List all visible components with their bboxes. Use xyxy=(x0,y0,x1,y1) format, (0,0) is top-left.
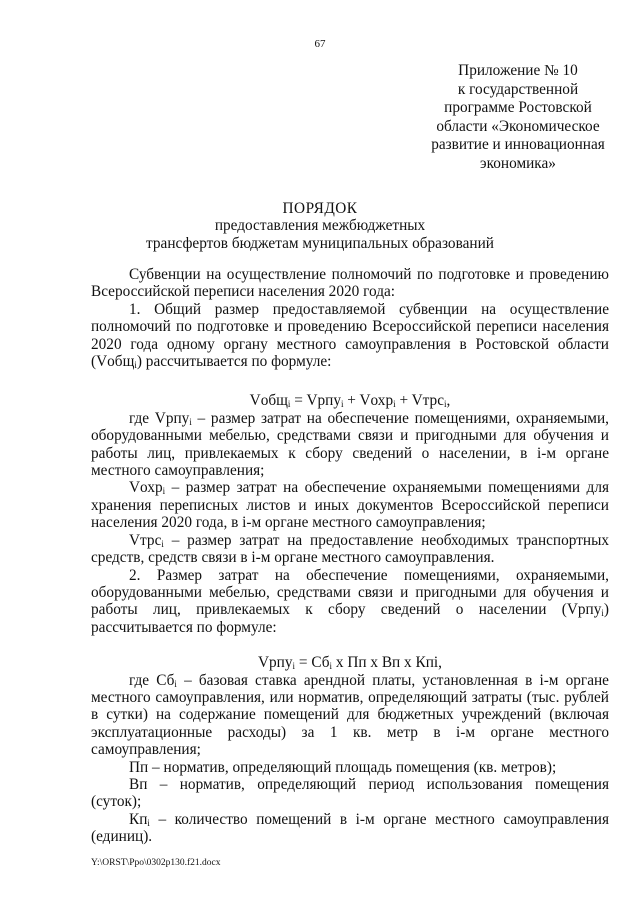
item-2-text: 2. Размер затрат на обеспечение помещениями, охраняемыми, оборудованными мебелью, средствами связи и пригодными для обучения и работы лиц, привлекаемых к сбору сведений о населении (Vрпу xyxy=(91,566,609,619)
definition-vp: Вп – норматив, определяющий период использования помещения (суток); xyxy=(91,775,609,811)
definition-term: где Vрпу xyxy=(129,409,190,427)
formula-term: х Пп х Вп х Кпi, xyxy=(332,654,442,672)
appendix-line: экономика» xyxy=(480,154,556,172)
definition-text: – базовая ставка арендной платы, установленная в i-м органе местного самоуправления, или норматив, определяющий затраты (тыс. рублей в сутки) на содержание помещений для бюджетных учреждений (включая эксплуатационные расходы) за 1 кв. метр в i-м органе местного самоуправления; xyxy=(91,671,609,759)
appendix-line: области «Экономическое xyxy=(436,117,600,135)
appendix-line: программе Ростовской xyxy=(444,99,592,116)
definition-term: где Сб xyxy=(129,671,175,689)
definition-vohr xyxy=(91,479,609,531)
formula-operator: + xyxy=(343,392,360,410)
appendix-line: развитие и инновационная xyxy=(431,136,605,153)
definition-term: Vтрс xyxy=(129,531,162,549)
file-path-footer: Y:\ORST\Ppo\0302p130.f21.docx xyxy=(91,858,221,868)
formula-operator: + xyxy=(395,392,412,410)
item-1-text: 1. Общий размер предоставляемой субвенции на осуществление полномочий по подготовке и проведению Всероссийской переписи населения 2020 года одному органу местного самоуправления в Ростовской области (Vобщ xyxy=(91,300,609,371)
document-body xyxy=(91,266,609,846)
subscript: i xyxy=(161,538,164,549)
subscript: i xyxy=(287,399,291,410)
formula-term: Vохр xyxy=(359,392,394,410)
subscript: i xyxy=(162,486,166,497)
subscript: i xyxy=(329,661,333,672)
formula-operator: , xyxy=(446,392,451,410)
formula-term: Vобщ xyxy=(249,392,288,410)
subscript: i xyxy=(189,416,192,427)
definition-text: – размер затрат на обеспечение охраняемыми помещениями для хранения переписных листов и иных документов Всероссийской переписи населения 2020 года, в i-м органе местного самоуправления; xyxy=(91,479,609,532)
item-2-paragraph xyxy=(91,567,609,637)
subscript: i xyxy=(292,661,296,672)
document-title: ПОРЯДОК xyxy=(282,200,358,217)
item-1-tail: ) рассчитывается по формуле: xyxy=(136,353,332,371)
definition-kp xyxy=(91,811,609,846)
formula-term: Vтрс xyxy=(411,392,444,410)
appendix-line: Приложение № 10 xyxy=(458,62,578,79)
definition-sb xyxy=(91,672,609,759)
appendix-header xyxy=(418,62,618,173)
appendix-line: к государственной xyxy=(457,80,579,98)
formula-term: Vрпу xyxy=(257,654,293,672)
definition-vtrs xyxy=(91,532,609,567)
definition-vrpu xyxy=(91,410,609,480)
item-1-paragraph xyxy=(91,301,609,371)
subscript: i xyxy=(443,399,447,410)
document-subtitle-line: трансфертов бюджетам муниципальных образований xyxy=(146,234,494,252)
definition-term: Vохр xyxy=(129,479,163,497)
formula-operator: = xyxy=(290,392,307,410)
definition-text: – размер затрат на предоставление необходимых транспортных средств, средств связи в i-м органе местного самоуправления. xyxy=(91,531,609,567)
subscript: i xyxy=(134,360,137,371)
subscript: i xyxy=(147,817,150,828)
document-subtitle-line: предоставления межбюджетных xyxy=(214,217,426,235)
subscript: i xyxy=(393,399,396,410)
formula-operator: = xyxy=(295,654,312,672)
intro-paragraph: Субвенции на осуществление полномочий по подготовке и проведению Всероссийской переписи населения 2020 года: xyxy=(91,266,609,301)
formula-term: Сб xyxy=(311,654,330,672)
formula-total-subvention xyxy=(91,370,609,409)
page-number: 67 xyxy=(314,38,326,50)
subscript: i xyxy=(601,608,604,619)
definition-text: – количество помещений в i-м органе местного самоуправления (единиц). xyxy=(91,810,609,846)
subscript: i xyxy=(174,678,177,689)
formula-term: Vрпу xyxy=(306,392,341,410)
definition-term: Кп xyxy=(129,810,148,828)
subscript: i xyxy=(340,399,344,410)
formula-premises-costs xyxy=(91,636,609,671)
definition-pp: Пп – норматив, определяющий площадь помещения (кв. метров); xyxy=(129,758,557,776)
definition-text: – размер затрат на обеспечение помещениями, охраняемыми, оборудованными мебелью, средствами связи и пригодными для обучения и работы лиц, привлекаемых к сбору сведений о населении, в i-м органе местного самоуправления; xyxy=(91,409,609,480)
document-title-block xyxy=(0,200,640,252)
item-2-tail: ) рассчитывается по формуле: xyxy=(91,601,609,636)
